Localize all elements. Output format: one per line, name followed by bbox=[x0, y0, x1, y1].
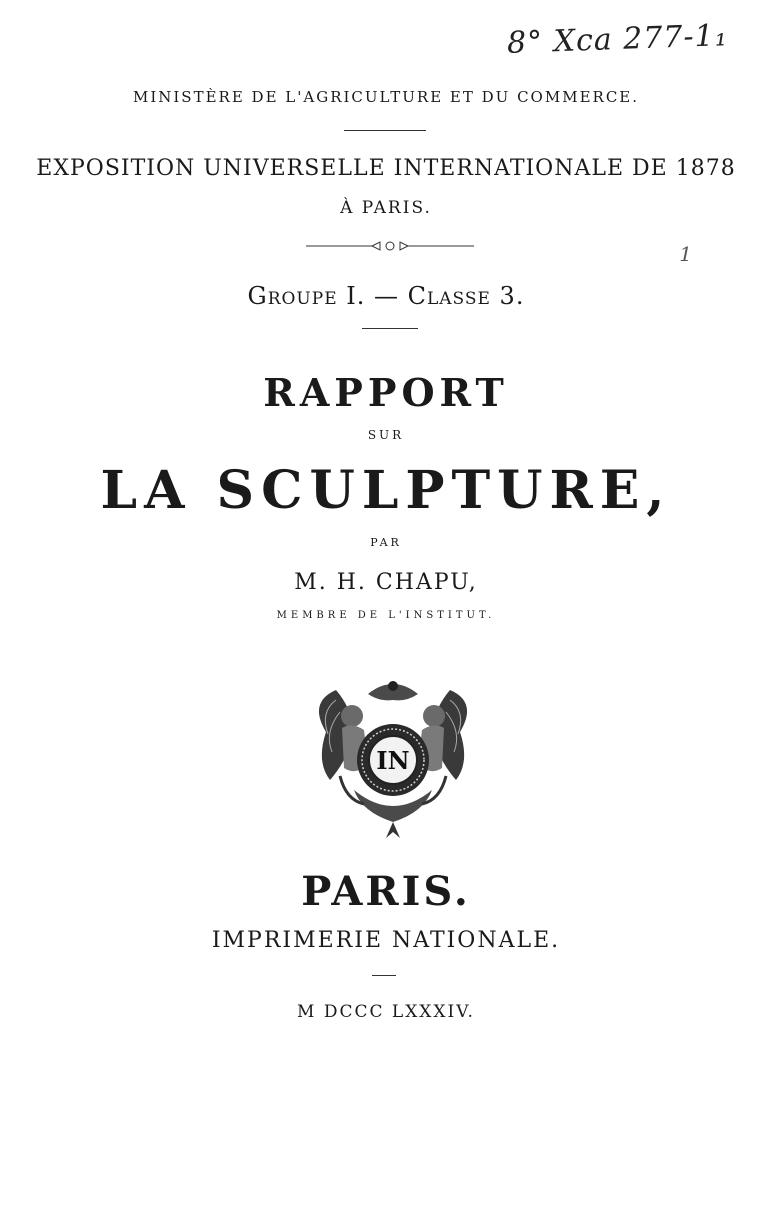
groupe-classe: Groupe I. — Classe 3. bbox=[247, 282, 525, 310]
report-title: RAPPORT bbox=[263, 370, 509, 415]
divider-rule bbox=[362, 328, 418, 329]
divider-rule bbox=[344, 130, 426, 131]
ministry-heading: MINISTÈRE DE L'AGRICULTURE ET DU COMMERCE. bbox=[132, 88, 640, 106]
exposition-city: À PARIS. bbox=[340, 198, 432, 218]
divider-rule bbox=[372, 975, 396, 976]
shelfmark-handwritten: 8° Xca 277-1₁ bbox=[506, 18, 729, 61]
exposition-title: EXPOSITION UNIVERSELLE INTERNATIONALE DE 1878 bbox=[36, 156, 736, 181]
author-name: M. H. CHAPU, bbox=[294, 570, 478, 595]
emblem-monogram: IN bbox=[376, 746, 410, 775]
author-affiliation: MEMBRE DE L'INSTITUT. bbox=[276, 610, 496, 621]
imprint-printer: IMPRIMERIE NATIONALE. bbox=[211, 928, 561, 953]
imprint-year: M DCCC LXXXIV. bbox=[297, 1002, 475, 1022]
margin-pencil-mark: 1 bbox=[679, 242, 692, 266]
ornamental-divider-icon bbox=[306, 239, 474, 253]
imprint-place: PARIS. bbox=[301, 868, 471, 915]
imprimerie-nationale-cherub-emblem-icon bbox=[306, 672, 480, 842]
sur-word: SUR bbox=[367, 428, 405, 442]
par-word: PAR bbox=[370, 536, 402, 549]
report-subject: LA SCULPTURE, bbox=[100, 460, 672, 521]
